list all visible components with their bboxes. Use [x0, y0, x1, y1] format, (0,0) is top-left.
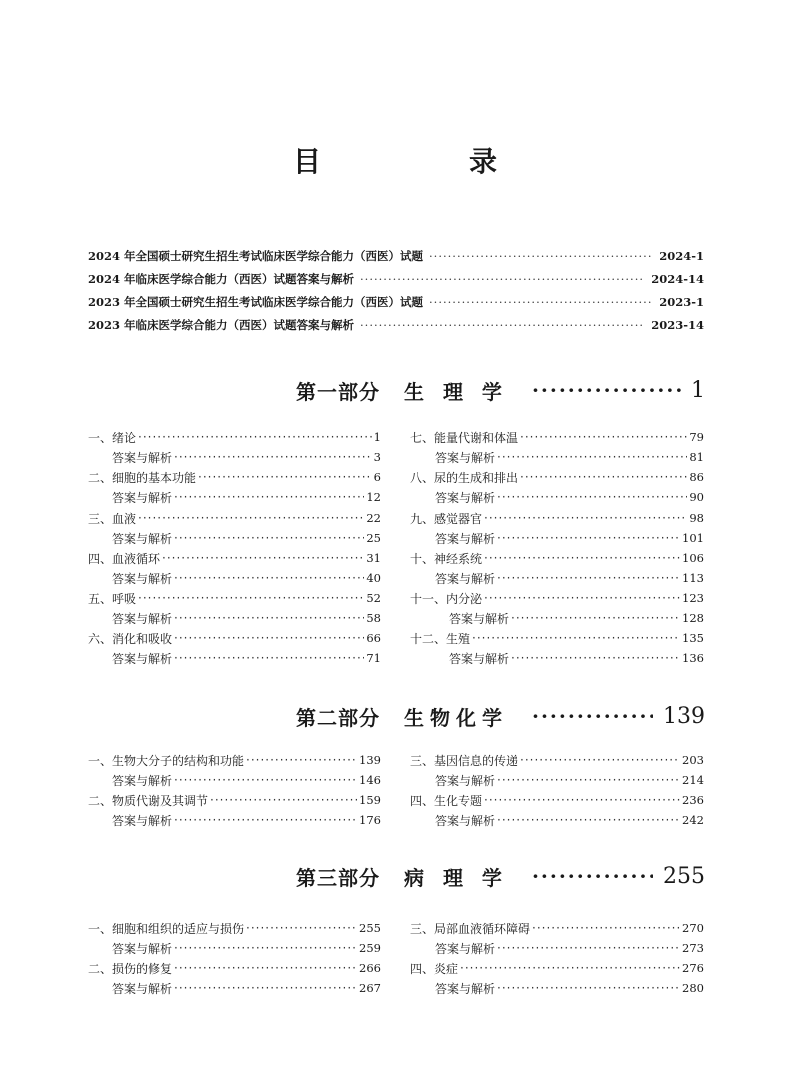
- entry-title: 三、血液: [88, 511, 137, 526]
- toc-entry[interactable]: [410, 467, 704, 487]
- entry-page: 123: [682, 591, 704, 605]
- entry-page: 136: [682, 651, 704, 665]
- entry-title: 七、能量代谢和体温: [410, 430, 519, 445]
- toc-entry[interactable]: [88, 790, 381, 810]
- entry-page: 146: [359, 773, 381, 787]
- dot-leader: [174, 450, 372, 464]
- entry-title: 2023 年全国硕士研究生招生考试临床医学综合能力（西医）试题: [88, 295, 424, 309]
- entry-page: 81: [689, 450, 704, 464]
- entry-title: 十、神经系统: [410, 551, 483, 566]
- toc-entry[interactable]: [435, 487, 704, 507]
- dot-leader: [497, 813, 680, 827]
- part-label: 第二部分: [296, 705, 380, 730]
- toc-entry[interactable]: [410, 588, 704, 608]
- dot-leader: [174, 490, 364, 504]
- dot-leader: [532, 864, 653, 888]
- dot-leader: [484, 551, 680, 565]
- dot-leader: [511, 611, 680, 625]
- dot-leader: [138, 430, 372, 444]
- toc-entry[interactable]: [410, 750, 704, 770]
- dot-leader: [511, 651, 680, 665]
- entry-title: 答案与解析: [435, 981, 496, 996]
- dot-leader: [360, 272, 645, 286]
- part-page: 139: [663, 703, 705, 729]
- dot-leader: [246, 921, 357, 935]
- entry-page: 71: [366, 651, 381, 665]
- toc-entry[interactable]: [88, 467, 381, 487]
- part-page: 1: [691, 377, 705, 403]
- dot-leader: [429, 295, 653, 309]
- entry-page: 267: [359, 981, 381, 995]
- dot-leader: [174, 531, 364, 545]
- dot-leader: [497, 941, 680, 955]
- entry-title: 答案与解析: [435, 531, 496, 546]
- entry-page: 98: [689, 511, 704, 525]
- entry-page: 66: [366, 631, 381, 645]
- part-heading-biochemistry[interactable]: [296, 700, 705, 732]
- entry-title: 五、呼吸: [88, 591, 137, 606]
- dot-leader: [497, 981, 680, 995]
- entry-title: 三、局部血液循环障碍: [410, 921, 531, 936]
- dot-leader: [174, 961, 357, 975]
- entry-title: 一、生物大分子的结构和功能: [88, 753, 245, 768]
- entry-title: 九、感觉器官: [410, 511, 483, 526]
- entry-page: 6: [373, 470, 381, 484]
- toc-entry[interactable]: [112, 648, 381, 668]
- entry-title: 二、损伤的修复: [88, 961, 173, 976]
- front-entry-2024-exam[interactable]: [88, 246, 704, 266]
- toc-entry[interactable]: [112, 810, 381, 830]
- entry-title: 2024 年临床医学综合能力（西医）试题答案与解析: [88, 272, 355, 286]
- dot-leader: [484, 511, 687, 525]
- entry-page: 2023-14: [651, 318, 704, 332]
- toc-entry[interactable]: [449, 648, 704, 668]
- entry-page: 25: [366, 531, 381, 545]
- dot-leader: [174, 571, 364, 585]
- dot-leader: [174, 651, 364, 665]
- front-entry-2023-exam[interactable]: [88, 292, 704, 312]
- entry-title: 答案与解析: [112, 773, 173, 788]
- entry-title: 答案与解析: [435, 773, 496, 788]
- toc-entry[interactable]: [435, 810, 704, 830]
- toc-entry[interactable]: [112, 528, 381, 548]
- entry-page: 79: [689, 430, 704, 444]
- dot-leader: [532, 704, 653, 728]
- dot-leader: [497, 531, 680, 545]
- dot-leader: [174, 941, 357, 955]
- front-entry-2023-answers[interactable]: [88, 315, 704, 335]
- entry-page: 159: [359, 793, 381, 807]
- dot-leader: [497, 450, 687, 464]
- entry-page: 176: [359, 813, 381, 827]
- toc-entry[interactable]: [88, 548, 381, 568]
- entry-title: 答案与解析: [112, 450, 173, 465]
- entry-title: 十一、内分泌: [410, 591, 483, 606]
- entry-title: 四、炎症: [410, 961, 459, 976]
- toc-entry[interactable]: [410, 918, 704, 938]
- entry-page: 106: [682, 551, 704, 565]
- entry-page: 2023-1: [659, 295, 704, 309]
- entry-title: 答案与解析: [435, 450, 496, 465]
- entry-title: 答案与解析: [112, 981, 173, 996]
- dot-leader: [138, 591, 364, 605]
- toc-entry[interactable]: [435, 447, 704, 467]
- entry-page: 52: [366, 591, 381, 605]
- entry-title: 二、细胞的基本功能: [88, 470, 197, 485]
- toc-entry[interactable]: [435, 770, 704, 790]
- entry-page: 236: [682, 793, 704, 807]
- dot-leader: [472, 631, 680, 645]
- entry-page: 128: [682, 611, 704, 625]
- entry-title: 六、消化和吸收: [88, 631, 173, 646]
- entry-page: 58: [366, 611, 381, 625]
- toc-entry[interactable]: [112, 487, 381, 507]
- toc-entry[interactable]: [88, 918, 381, 938]
- dot-leader: [174, 611, 364, 625]
- entry-title: 四、血液循环: [88, 551, 161, 566]
- entry-page: 203: [682, 753, 704, 767]
- part-heading-pathology[interactable]: [296, 860, 705, 892]
- dot-leader: [520, 430, 687, 444]
- toc-entry[interactable]: [88, 958, 381, 978]
- entry-page: 280: [682, 981, 704, 995]
- entry-page: 31: [366, 551, 381, 565]
- part-page: 255: [663, 863, 705, 889]
- toc-entry[interactable]: [410, 548, 704, 568]
- entry-title: 答案与解析: [435, 571, 496, 586]
- entry-title: 八、尿的生成和排出: [410, 470, 519, 485]
- part-label: 第一部分: [296, 379, 380, 404]
- entry-title: 二、物质代谢及其调节: [88, 793, 209, 808]
- toc-entry[interactable]: [88, 588, 381, 608]
- dot-leader: [174, 813, 357, 827]
- toc-entry[interactable]: [112, 568, 381, 588]
- entry-page: 214: [682, 773, 704, 787]
- entry-page: 273: [682, 941, 704, 955]
- entry-title: 答案与解析: [435, 941, 496, 956]
- entry-page: 242: [682, 813, 704, 827]
- toc-entry[interactable]: [112, 447, 381, 467]
- dot-leader: [497, 571, 680, 585]
- entry-page: 139: [359, 753, 381, 767]
- dot-leader: [162, 551, 364, 565]
- toc-entry[interactable]: [435, 568, 704, 588]
- part-heading-physiology[interactable]: [296, 374, 705, 406]
- toc-entry[interactable]: [410, 427, 704, 447]
- dot-leader: [360, 318, 645, 332]
- entry-title: 答案与解析: [449, 611, 510, 626]
- entry-title: 答案与解析: [112, 571, 173, 586]
- toc-entry[interactable]: [410, 628, 704, 648]
- toc-entry[interactable]: [112, 770, 381, 790]
- entry-page: 255: [359, 921, 381, 935]
- entry-title: 答案与解析: [435, 490, 496, 505]
- dot-leader: [497, 773, 680, 787]
- entry-title: 十二、生殖: [410, 631, 471, 646]
- dot-leader: [138, 511, 364, 525]
- toc-entry[interactable]: [435, 978, 704, 998]
- toc-entry[interactable]: [410, 958, 704, 978]
- entry-page: 3: [373, 450, 381, 464]
- toc-entry[interactable]: [435, 938, 704, 958]
- toc-entry[interactable]: [88, 427, 381, 447]
- dot-leader: [174, 773, 357, 787]
- entry-page: 266: [359, 961, 381, 975]
- entry-page: 270: [682, 921, 704, 935]
- toc-entry[interactable]: [88, 750, 381, 770]
- entry-title: 答案与解析: [112, 611, 173, 626]
- dot-leader: [429, 249, 653, 263]
- page-title: 目 录: [292, 145, 557, 178]
- entry-title: 四、生化专题: [410, 793, 483, 808]
- dot-leader: [484, 591, 680, 605]
- entry-page: 22: [366, 511, 381, 525]
- toc-entry[interactable]: [410, 508, 704, 528]
- toc-entry[interactable]: [449, 608, 704, 628]
- entry-page: 135: [682, 631, 704, 645]
- entry-title: 答案与解析: [435, 813, 496, 828]
- entry-page: 90: [689, 490, 704, 504]
- toc-entry[interactable]: [410, 790, 704, 810]
- part-name: 生物化学: [404, 705, 508, 730]
- toc-entry[interactable]: [112, 978, 381, 998]
- entry-title: 答案与解析: [112, 531, 173, 546]
- entry-title: 答案与解析: [449, 651, 510, 666]
- dot-leader: [497, 490, 687, 504]
- entry-title: 答案与解析: [112, 941, 173, 956]
- part-name: 病 理 学: [404, 865, 508, 890]
- dot-leader: [174, 631, 364, 645]
- entry-title: 答案与解析: [112, 651, 173, 666]
- entry-title: 2023 年临床医学综合能力（西医）试题答案与解析: [88, 318, 355, 332]
- dot-leader: [210, 793, 357, 807]
- dot-leader: [532, 921, 680, 935]
- front-entry-2024-answers[interactable]: [88, 269, 704, 289]
- entry-title: 2024 年全国硕士研究生招生考试临床医学综合能力（西医）试题: [88, 249, 424, 263]
- dot-leader: [246, 753, 357, 767]
- entry-page: 113: [682, 571, 704, 585]
- entry-page: 12: [366, 490, 381, 504]
- dot-leader: [520, 470, 687, 484]
- entry-page: 40: [366, 571, 381, 585]
- entry-page: 86: [689, 470, 704, 484]
- entry-page: 101: [682, 531, 704, 545]
- toc-entry[interactable]: [112, 938, 381, 958]
- entry-page: 2024-1: [659, 249, 704, 263]
- dot-leader: [198, 470, 372, 484]
- dot-leader: [532, 378, 681, 402]
- toc-entry[interactable]: [88, 628, 381, 648]
- entry-page: 2024-14: [651, 272, 704, 286]
- entry-title: 答案与解析: [112, 490, 173, 505]
- entry-title: 一、细胞和组织的适应与损伤: [88, 921, 245, 936]
- dot-leader: [460, 961, 680, 975]
- entry-page: 259: [359, 941, 381, 955]
- part-label: 第三部分: [296, 865, 380, 890]
- toc-entry[interactable]: [112, 608, 381, 628]
- dot-leader: [174, 981, 357, 995]
- entry-page: 276: [682, 961, 704, 975]
- entry-title: 一、绪论: [88, 430, 137, 445]
- dot-leader: [520, 753, 680, 767]
- entry-title: 三、基因信息的传递: [410, 753, 519, 768]
- toc-entry[interactable]: [435, 528, 704, 548]
- dot-leader: [484, 793, 680, 807]
- part-name: 生 理 学: [404, 379, 508, 404]
- toc-entry[interactable]: [88, 508, 381, 528]
- entry-page: 1: [373, 430, 381, 444]
- entry-title: 答案与解析: [112, 813, 173, 828]
